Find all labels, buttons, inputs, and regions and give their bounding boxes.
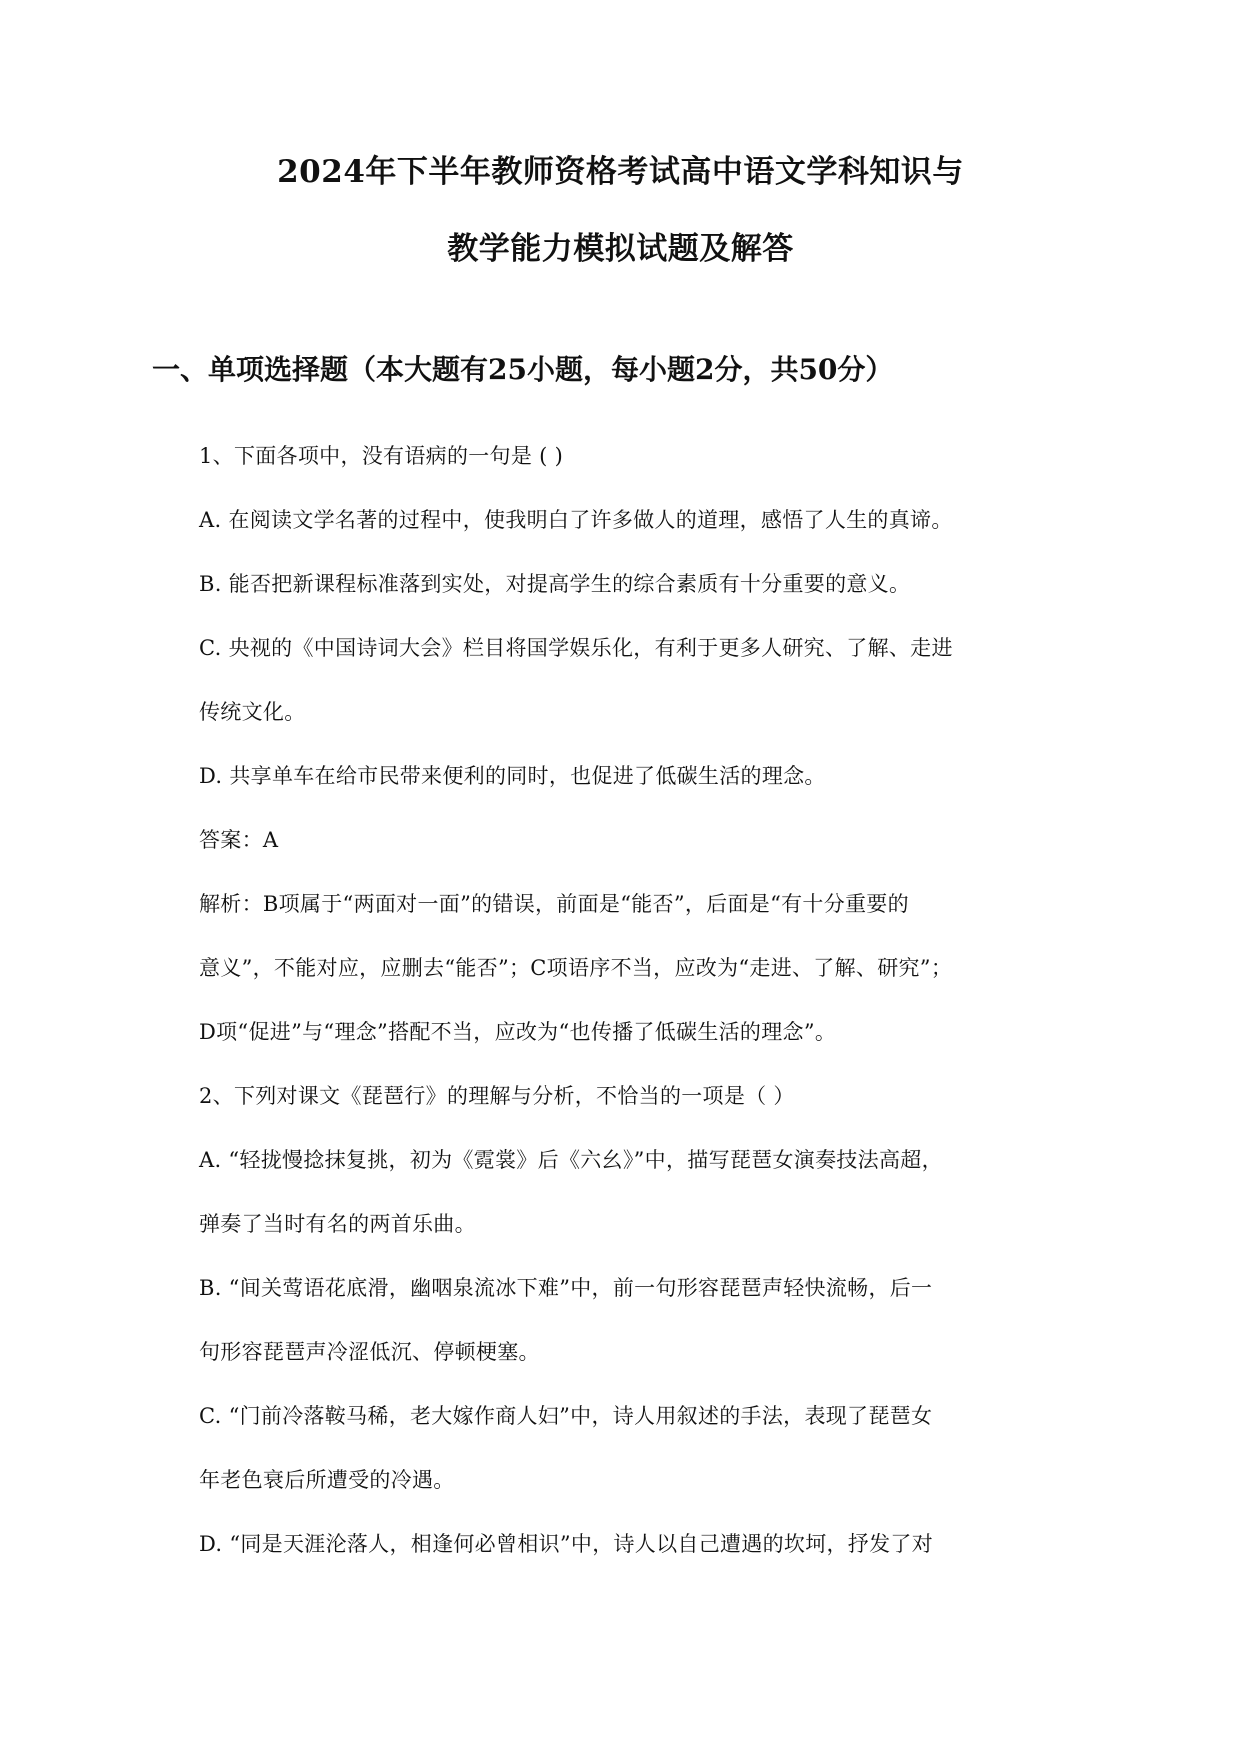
question-1-analysis-continued: D项“促进”与“理念”搭配不当，应改为“也传播了低碳生活的理念”。 xyxy=(199,1020,837,1044)
document-title-line-2: 教学能力模拟试题及解答 xyxy=(447,231,794,267)
question-2-stem: 2、下列对课文《琵琶行》的理解与分析，不恰当的一项是（ ） xyxy=(199,1084,795,1108)
question-2-option-b-continued: 句形容琵琶声冷涩低沉、停顿梗塞。 xyxy=(199,1340,540,1364)
question-1-answer: 答案：A xyxy=(199,828,279,852)
document-title-line-1: 2024年下半年教师资格考试高中语文学科知识与 xyxy=(277,154,964,190)
question-1-option-b: B. 能否把新课程标准落到实处，对提高学生的综合素质有十分重要的意义。 xyxy=(199,572,911,596)
question-1-option-c-continued: 传统文化。 xyxy=(199,700,306,724)
question-2-option-c: C. “门前冷落鞍马稀，老大嫁作商人妇”中，诗人用叙述的手法，表现了琵琶女 xyxy=(199,1404,933,1428)
question-2-option-a: A. “轻拢慢捻抹复挑，初为《霓裳》后《六幺》”中，描写琵琶女演奏技法高超， xyxy=(199,1148,943,1172)
question-2-option-c-continued: 年老色衰后所遭受的冷遇。 xyxy=(199,1468,455,1492)
question-2-option-d: D. “同是天涯沦落人，相逢何必曾相识”中，诗人以自己遭遇的坎坷，抒发了对 xyxy=(199,1532,934,1556)
question-1-option-a: A. 在阅读文学名著的过程中，使我明白了许多做人的道理，感悟了人生的真谛。 xyxy=(199,508,953,532)
question-1-analysis-continued: 意义”，不能对应，应删去“能否”；C项语序不当，应改为“走进、了解、研究”； xyxy=(199,956,953,980)
section-heading: 一、单项选择题（本大题有25小题，每小题2分，共50分） xyxy=(152,353,894,386)
question-2-option-a-continued: 弹奏了当时有名的两首乐曲。 xyxy=(199,1212,476,1236)
question-1-option-d: D. 共享单车在给市民带来便利的同时，也促进了低碳生活的理念。 xyxy=(199,764,826,788)
question-1-stem: 1、下面各项中，没有语病的一句是 ( ) xyxy=(199,444,564,468)
question-1-option-c: C. 央视的《中国诗词大会》栏目将国学娱乐化，有利于更多人研究、了解、走进 xyxy=(199,636,953,660)
question-2-option-b: B. “间关莺语花底滑，幽咽泉流冰下难”中，前一句形容琵琶声轻快流畅，后一 xyxy=(199,1276,933,1300)
question-1-analysis: 解析：B项属于“两面对一面”的错误，前面是“能否”，后面是“有十分重要的 xyxy=(199,892,909,916)
